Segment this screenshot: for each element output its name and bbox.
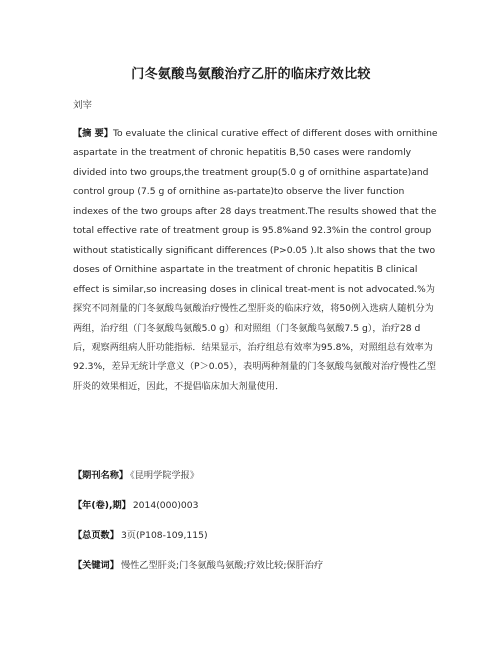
keywords-row — [73, 557, 323, 571]
journal-name-label: 【期刊名称】 — [73, 470, 129, 481]
year-volume-label: 【年(卷),期】 — [73, 500, 131, 511]
article-title: 门冬氨酸鸟氨酸治疗乙肝的临床疗效比较 — [131, 67, 371, 82]
keywords-value: 慢性乙型肝炎;门冬氨酸鸟氨酸;疗效比较;保肝治疗 — [120, 560, 324, 571]
page-count-label: 【总页数】 — [73, 530, 119, 541]
year-volume-row — [73, 497, 198, 511]
abstract-text: To evaluate the clinical curative effect of different doses with ornithine aspartate in the treatment of chronic hepatitis B,50 cases were randomly divided into two groups,the treatment group(5.0 g of ornithine aspartate)and control group (7.5 g of ornithine as-partate)to observe the liver function indexes of the two groups after 28 days treatment.The results showed that the total effective rate of treatment group is 95.8%and 92.3%in the control group without statistically significant differences (P>0.05 ).It also shows that the two doses of Ornithine aspartate in the treatment of chronic hepatitis B clinical effect is similar,so increasing doses in clinical treat-ment is not advocated.%为探究不同剂量的门冬氨酸鸟氨酸治疗慢性乙型肝炎的临床疗效，将50例入选病人随机分为两组，治疗组（门冬氨酸鸟氨酸5.0 g）和对照组（门冬氨酸鸟氨酸7.5 g），治疗28 d后，观察两组病人肝功能指标．结果显示，治疗组总有效率为95.8%，对照组总有效率为92.3%，差异无统计学意义（P＞0.05），表明两种剂量的门冬氨酸鸟氨酸对治疗慢性乙型肝炎的效果相近，因此，不提倡临床加大剂量使用． — [73, 128, 438, 392]
abstract-paragraph — [73, 124, 438, 396]
page-count-row — [73, 527, 208, 541]
journal-name-row — [73, 467, 199, 481]
abstract-label: 【摘 要】 — [73, 128, 113, 139]
page-count-value: 3页(P108-109,115) — [120, 530, 208, 541]
keywords-label: 【关键词】 — [73, 560, 119, 571]
year-volume-value: 2014(000)003 — [132, 500, 199, 511]
journal-name-value: 《昆明学院学报》 — [130, 470, 200, 481]
article-author: 刘宰 — [73, 100, 93, 111]
